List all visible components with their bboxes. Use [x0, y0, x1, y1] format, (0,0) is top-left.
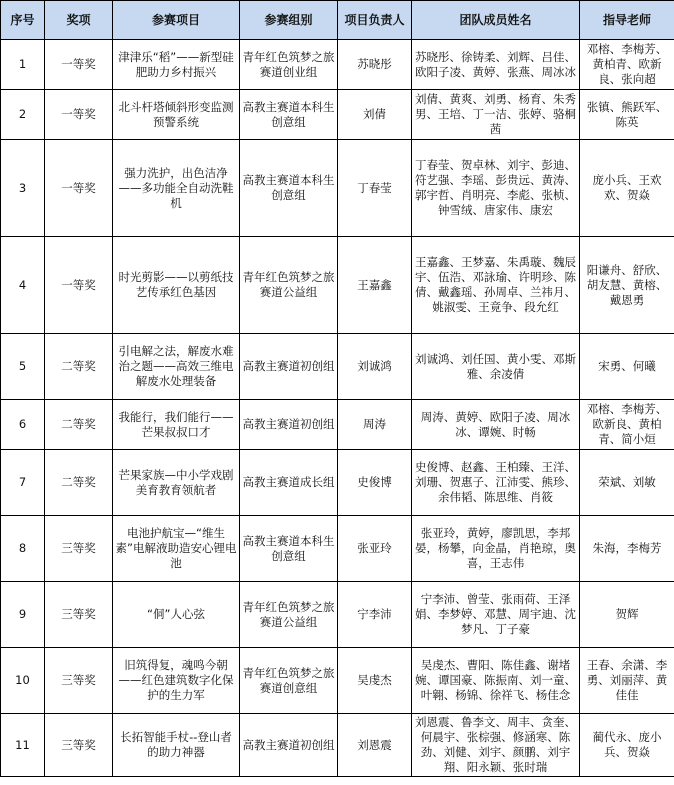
- cell-members: 宁李沛、曾莹、张雨荷、王泽娟、李梦婷、邓慧、周宇迪、沈梦凡、丁子豪: [412, 582, 580, 648]
- cell-leader: 吴虔杰: [338, 648, 412, 714]
- cell-group: 高教主赛道本科生创意组: [240, 90, 338, 140]
- cell-group: 高教主赛道成长组: [240, 450, 338, 516]
- cell-members: 苏晓彤、徐铸柔、刘辉、吕佳、欧阳子凌、黄婷、张燕、周冰冰: [412, 40, 580, 90]
- cell-project: 强力洗护，出色洁净——多功能全自动洗鞋机: [113, 140, 240, 237]
- cell-project: 时光剪影——以剪纸技艺传承红色基因: [113, 237, 240, 334]
- cell-advisors: 朱海，李梅芳: [580, 516, 674, 582]
- cell-advisors: 荣斌、刘敏: [580, 450, 674, 516]
- table-row: [1, 516, 674, 582]
- cell-award: 三等奖: [45, 582, 113, 648]
- table-row: [1, 582, 674, 648]
- cell-project: 北斗杆塔倾斜形变监测预警系统: [113, 90, 240, 140]
- cell-project: “侗”人心弦: [113, 582, 240, 648]
- cell-leader: 丁春莹: [338, 140, 412, 237]
- cell-members: 吴虔杰、曹阳、陈佳鑫、谢堵婉、谭国豪、陈振南、刘一童、叶翱、杨锦、徐祥飞、杨佳念: [412, 648, 580, 714]
- cell-leader: 王嘉鑫: [338, 237, 412, 334]
- header-project: 参赛项目: [113, 1, 240, 40]
- table-row: [1, 648, 674, 714]
- cell-group: 青年红色筑梦之旅赛道创意组: [240, 648, 338, 714]
- cell-advisors: 宋勇、何曦: [580, 334, 674, 400]
- cell-no: 4: [1, 237, 45, 334]
- table-row: [1, 90, 674, 140]
- cell-project: 芒果家族—中小学戏剧美育教育领航者: [113, 450, 240, 516]
- table-row: [1, 400, 674, 450]
- header-group: 参赛组别: [240, 1, 338, 40]
- cell-award: 三等奖: [45, 648, 113, 714]
- cell-group: 高教主赛道本科生创意组: [240, 516, 338, 582]
- cell-project: 长拓智能手杖--登山者的助力神器: [113, 714, 240, 777]
- header-leader: 项目负责人: [338, 1, 412, 40]
- cell-no: 6: [1, 400, 45, 450]
- cell-award: 一等奖: [45, 90, 113, 140]
- cell-advisors: 邓榕、李梅芳、欧新良、黄柏青、简小烜: [580, 400, 674, 450]
- cell-group: 青年红色筑梦之旅赛道公益组: [240, 582, 338, 648]
- cell-group: 高教主赛道初创组: [240, 714, 338, 777]
- cell-award: 一等奖: [45, 237, 113, 334]
- table-row: [1, 237, 674, 334]
- header-no: 序号: [1, 1, 45, 40]
- table-row: [1, 450, 674, 516]
- cell-members: 史俊博、赵鑫、王柏臻、王洋、刘珊、贺惠子、江沛雯、熊珍、余伟韬、陈思维、肖筱: [412, 450, 580, 516]
- cell-award: 二等奖: [45, 334, 113, 400]
- cell-members: 刘恩震、鲁李文、周丰、贪奎、何晨宇、张棕强、修涵寒、陈劲、刘健、刘宇、颜鹏、刘宇翔、阳永颖、张时瑞: [412, 714, 580, 777]
- header-advisors: 指导老师: [580, 1, 674, 40]
- cell-leader: 刘恩震: [338, 714, 412, 777]
- cell-leader: 张亚玲: [338, 516, 412, 582]
- cell-leader: 苏晓彤: [338, 40, 412, 90]
- header-members: 团队成员姓名: [412, 1, 580, 40]
- cell-members: 丁春莹、贺卓林、刘宇、彭迪、符艺强、李瑶、彭贵远、黄涛、郭宇哲、肖明亮、李彪、张桢、钟雪绒、唐家伟、康宏: [412, 140, 580, 237]
- header-award: 奖项: [45, 1, 113, 40]
- cell-no: 8: [1, 516, 45, 582]
- table-row: [1, 714, 674, 777]
- cell-award: 三等奖: [45, 516, 113, 582]
- cell-members: 刘诚鸿、刘任国、黄小雯、邓斯雅、余凌倩: [412, 334, 580, 400]
- cell-group: 青年红色筑梦之旅赛道创业组: [240, 40, 338, 90]
- cell-advisors: 贺辉: [580, 582, 674, 648]
- cell-leader: 史俊博: [338, 450, 412, 516]
- cell-project: 电池护航宝—“维生素”电解液助造安心锂电池: [113, 516, 240, 582]
- cell-group: 高教主赛道初创组: [240, 400, 338, 450]
- cell-leader: 周涛: [338, 400, 412, 450]
- table-row: [1, 140, 674, 237]
- cell-award: 一等奖: [45, 40, 113, 90]
- cell-members: 刘倩、黄爽、刘勇、杨育、朱秀男、王培、丁一洁、张婷、骆桐茜: [412, 90, 580, 140]
- cell-no: 3: [1, 140, 45, 237]
- header-row: [1, 1, 674, 40]
- cell-no: 2: [1, 90, 45, 140]
- cell-no: 5: [1, 334, 45, 400]
- cell-members: 周涛、黄婷、欧阳子凌、周冰冰、谭婉、时畅: [412, 400, 580, 450]
- cell-project: 旧筑得复，魂鸣今朝——红色建筑数字化保护的生力军: [113, 648, 240, 714]
- cell-no: 10: [1, 648, 45, 714]
- cell-advisors: 阳谦舟、舒欣、胡友慧、黄榕、戴恩勇: [580, 237, 674, 334]
- cell-leader: 刘诚鸿: [338, 334, 412, 400]
- cell-group: 高教主赛道本科生创意组: [240, 140, 338, 237]
- cell-advisors: 庞小兵、王欢欢、贺焱: [580, 140, 674, 237]
- table-row: [1, 40, 674, 90]
- cell-project: 津津乐“稻”——新型硅肥助力乡村振兴: [113, 40, 240, 90]
- cell-project: 引电解之法，解废水难治之题——高效三维电解废水处理装备: [113, 334, 240, 400]
- cell-award: 一等奖: [45, 140, 113, 237]
- cell-no: 9: [1, 582, 45, 648]
- cell-group: 高教主赛道初创组: [240, 334, 338, 400]
- cell-advisors: 邓榕、李梅芳、黄柏青、欧新良、张向超: [580, 40, 674, 90]
- cell-no: 7: [1, 450, 45, 516]
- cell-project: 我能行，我们能行——芒果叔叔口才: [113, 400, 240, 450]
- cell-leader: 刘倩: [338, 90, 412, 140]
- cell-advisors: 王春、余潇、李勇、刘丽萍、黄佳佳: [580, 648, 674, 714]
- cell-no: 11: [1, 714, 45, 777]
- cell-award: 二等奖: [45, 400, 113, 450]
- cell-members: 张亚玲，黄婷，廖凯思，李邦晏，杨攀，向金晶，肖艳琼，奥喜，王志伟: [412, 516, 580, 582]
- cell-no: 1: [1, 40, 45, 90]
- cell-group: 青年红色筑梦之旅赛道公益组: [240, 237, 338, 334]
- table-row: [1, 334, 674, 400]
- cell-award: 二等奖: [45, 450, 113, 516]
- cell-leader: 宁李沛: [338, 582, 412, 648]
- cell-advisors: 张镇、熊跃军、陈英: [580, 90, 674, 140]
- cell-award: 三等奖: [45, 714, 113, 777]
- cell-members: 王嘉鑫、王梦嘉、朱禹璇、魏辰宇、伍浩、邓詠瑜、许明珍、陈倩、戴鑫瑶、孙周卓、兰祎月、姚淑雯、王竟争、段允红: [412, 237, 580, 334]
- cell-advisors: 蔺代永、庞小兵、贺焱: [580, 714, 674, 777]
